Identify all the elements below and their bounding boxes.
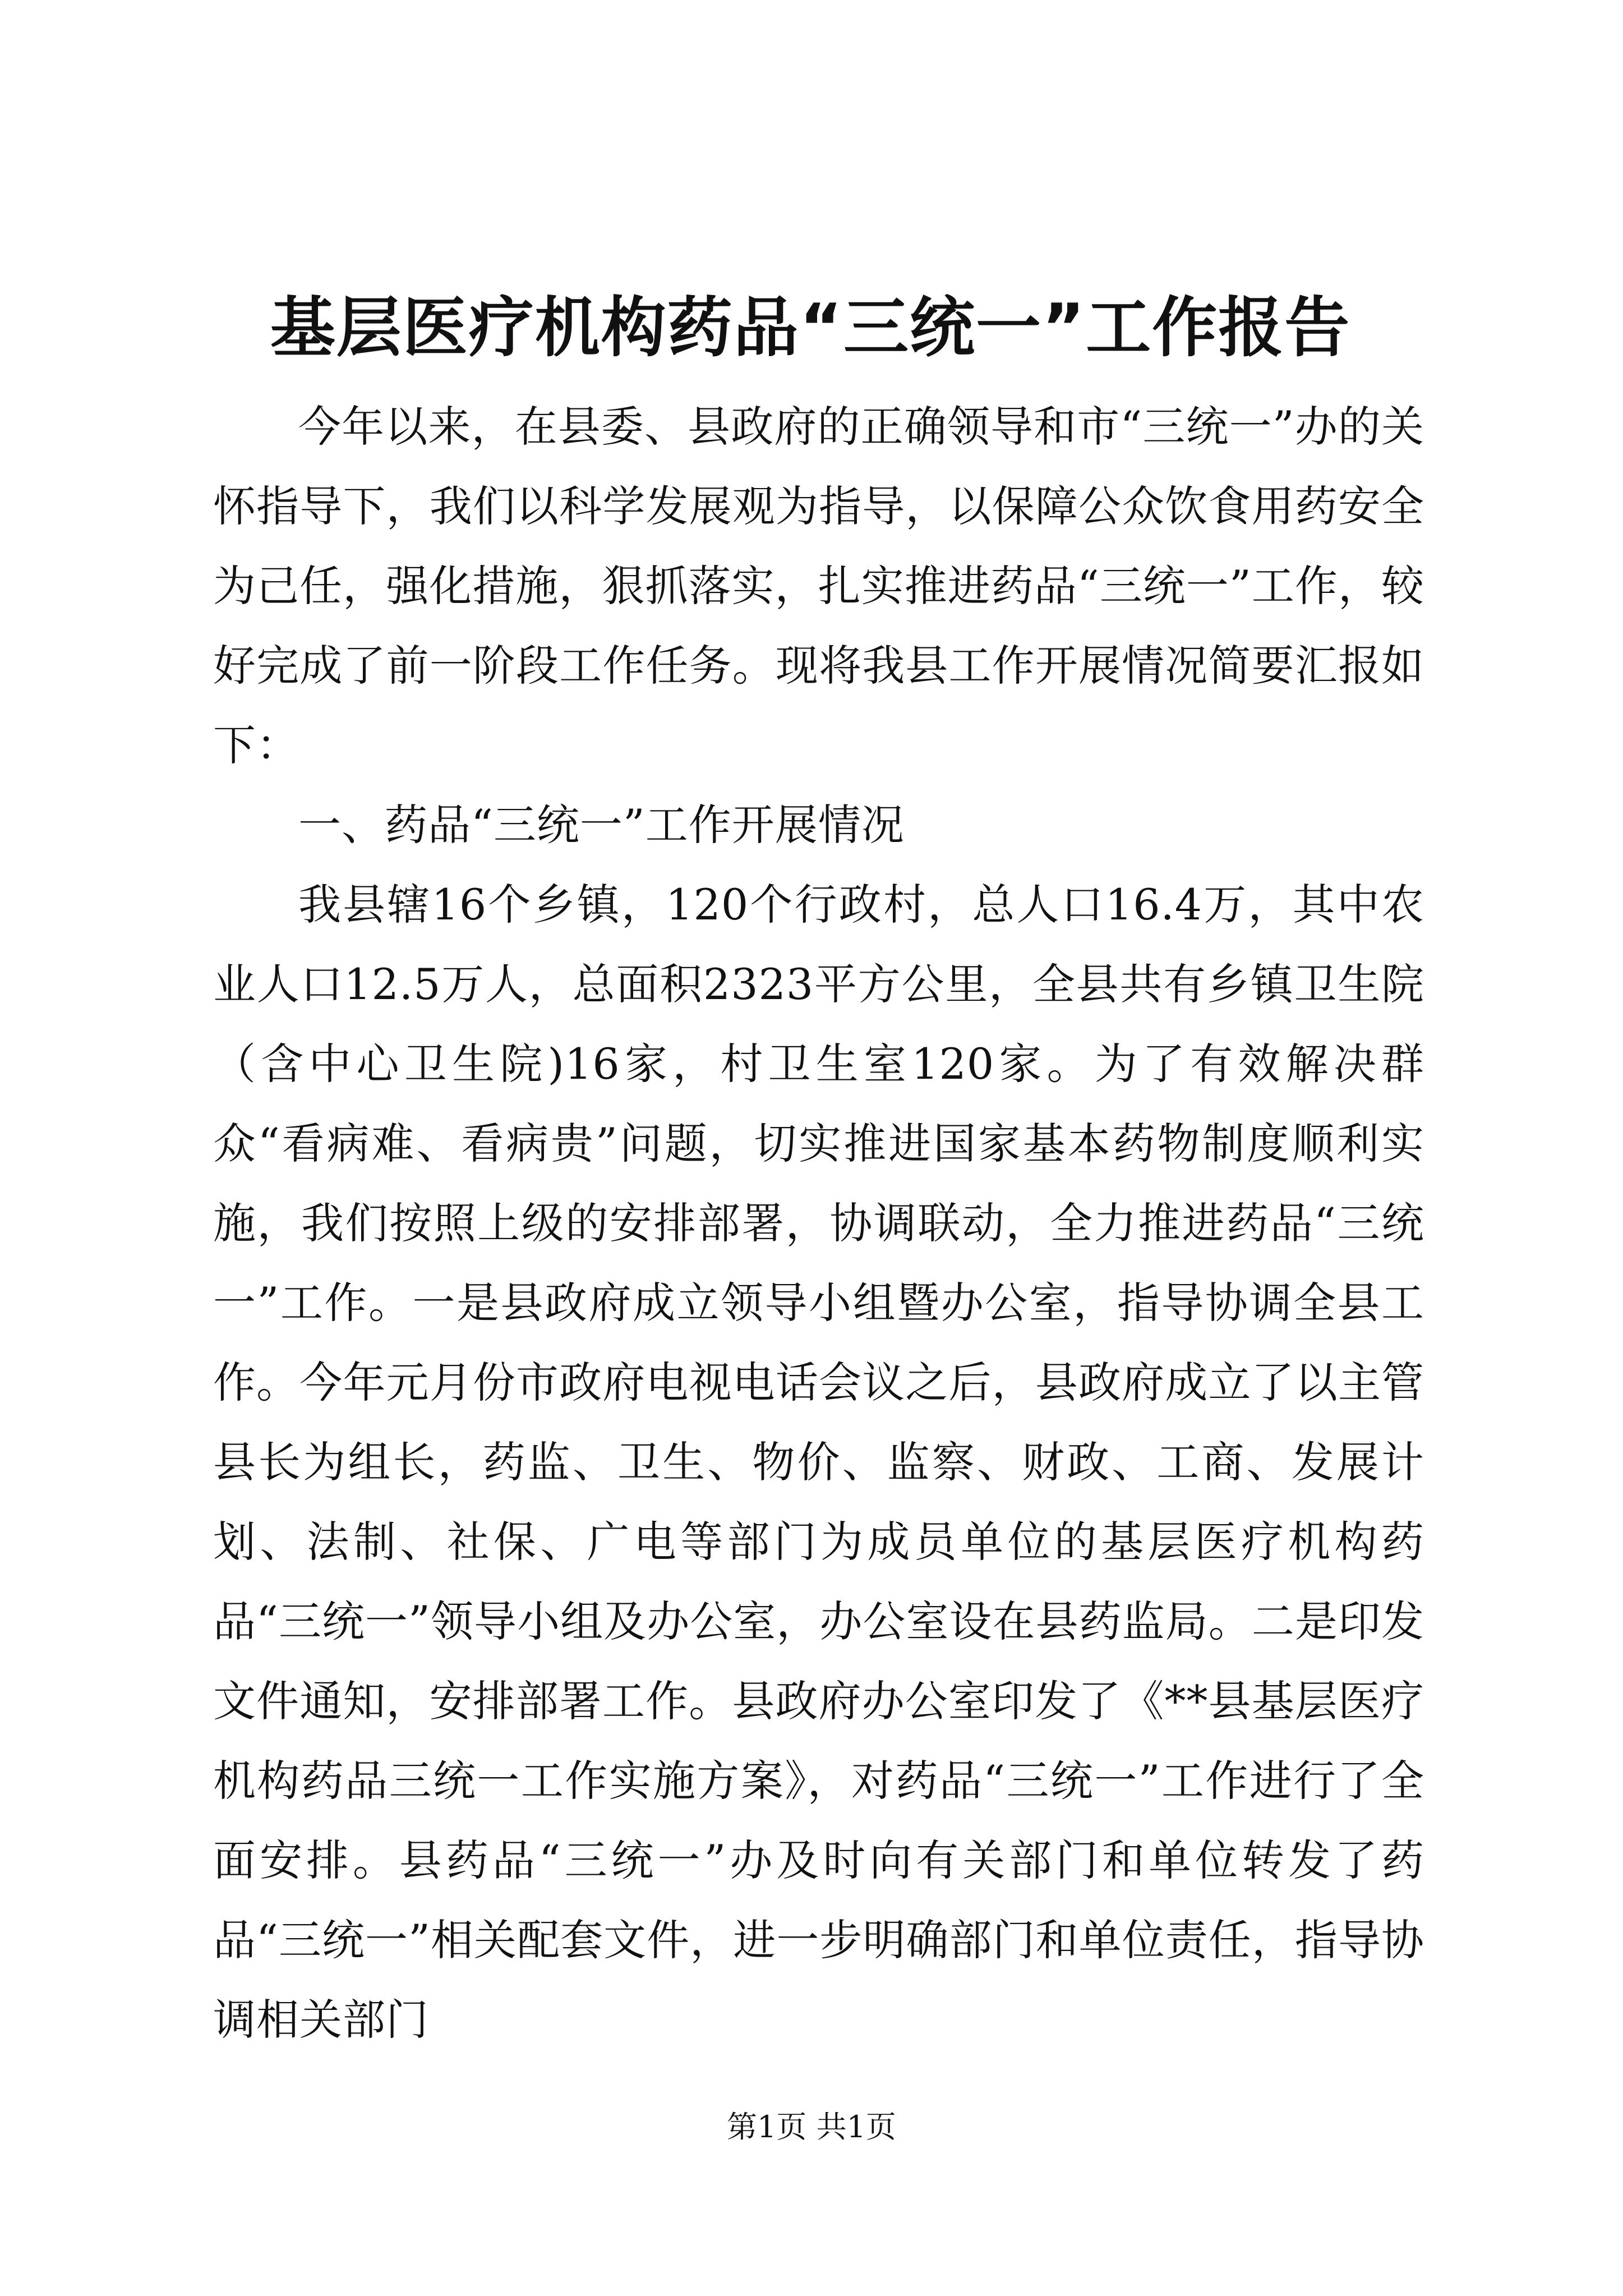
intro-paragraph: 今年以来，在县委、县政府的正确领导和市“三统一”办的关怀指导下，我们以科学发展观为指导，以保障公众饮食用药安全为己任，强化措施，狠抓落实，扎实推进药品“三统一”工作，较好完成了前一阶段工作任务。现将我县工作开展情况简要汇报如下：: [213, 402, 1424, 770]
body-paragraph: 我县辖16个乡镇，120个行政村，总人口16.4万，其中农业人口12.5万人，总面积2323平方公里，全县共有乡镇卫生院（含中心卫生院)16家，村卫生室120家。为了有效解决群众“看病难、看病贵”问题，切实推进国家基本药物制度顺利实施，我们按照上级的安排部署，协调联动，全力推进药品“三统一”工作。一是县政府成立领导小组暨办公室，指导协调全县工作。今年元月份市政府电视电话会议之后，县政府成立了以主管县长为组长，药监、卫生、物价、监察、财政、工商、发展计划、法制、社保、广电等部门为成员单位的基层医疗机构药品“三统一”领导小组及办公室，办公室设在县药监局。二是印发文件通知，安排部署工作。县政府办公室印发了《**县基层医疗机构药品三统一工作实施方案》，对药品“三统一”工作进行了全面安排。县药品“三统一”办及时向有关部门和单位转发了药品“三统一”相关配套文件，进一步明确部门和单位责任，指导协调相关部门: [213, 880, 1424, 2045]
section-heading: 一、药品“三统一”工作开展情况: [298, 800, 905, 850]
page-footer: 第1页 共1页: [727, 2109, 896, 2145]
document-title: 基层医疗机构药品“三统一”工作报告: [270, 290, 1351, 366]
document-body: [213, 387, 1424, 2060]
